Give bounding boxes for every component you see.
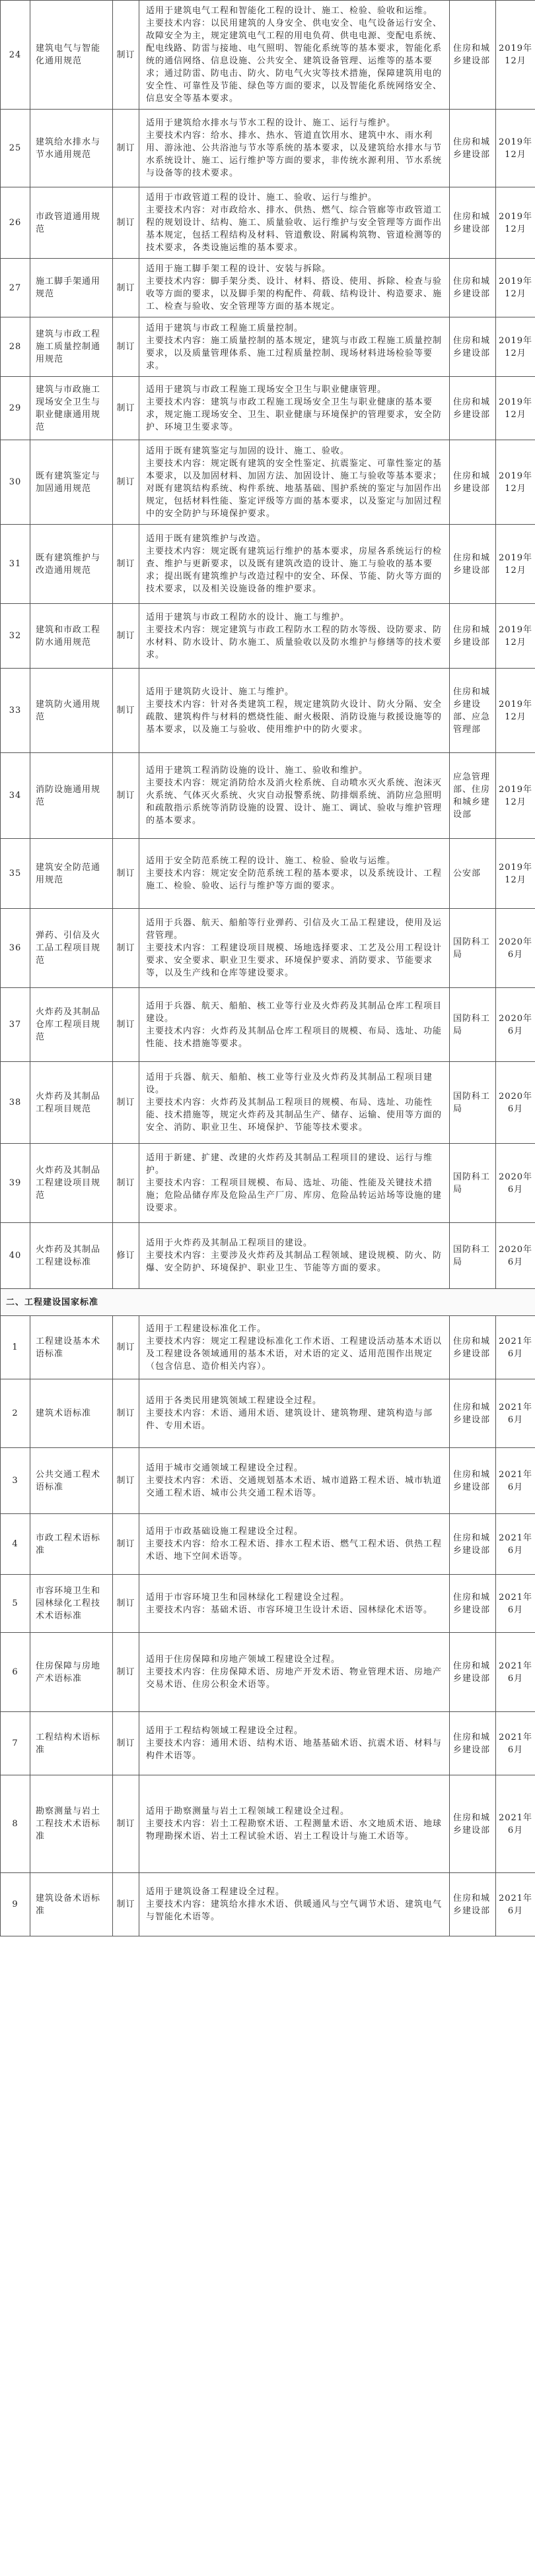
revision-type: 制订: [113, 1, 139, 110]
standard-content: 适用于建筑工程消防设施的设计、施工、验收和维护。 主要技术内容：规定消防给水及消火栓系统、自动喷水灭火系统、泡沫灭火系统、气体灭火系统、火灾自动报警系统、防排烟系统、消防应急照明和疏散指示系统等消防设施的设置、设计、施工、调试、验收与维护管理的基本要求。: [139, 753, 450, 839]
row-number: 25: [1, 110, 30, 187]
completion-date: 2019年12月: [496, 110, 535, 187]
lead-department: 国防科工局: [450, 988, 496, 1062]
revision-type: 制订: [113, 909, 139, 988]
row-number: 34: [1, 753, 30, 839]
row-number: 32: [1, 604, 30, 669]
row-number: 33: [1, 669, 30, 753]
table-row: [1, 1775, 535, 1873]
standard-content: 适用于既有建筑维护与改造。 主要技术内容：规定既有建筑运行维护的基本要求，房屋各系统运行的检查、维护与更新要求，以及既有建筑改造的设计、施工与验收的基本要求；提出既有建筑维护与改造过程中的安全、环保、节能、防火等方面的技术要求，以及相关设施设备的维护要求。: [139, 525, 450, 604]
table-row: [1, 669, 535, 753]
revision-type: 制订: [113, 259, 139, 317]
standard-name: 弹药、引信及火工品工程项目规范: [30, 909, 113, 988]
lead-department: 应急管理部、住房和城乡建设部: [450, 753, 496, 839]
lead-department: 住房和城乡建设部: [450, 187, 496, 259]
standard-name: 建筑安全防范通用规范: [30, 839, 113, 909]
completion-date: 2021年6月: [496, 1712, 535, 1775]
row-number: 2: [1, 1379, 30, 1448]
lead-department: 国防科工局: [450, 909, 496, 988]
standard-name: 既有建筑维护与改造通用规范: [30, 525, 113, 604]
lead-department: 住房和城乡建设部: [450, 1514, 496, 1575]
lead-department: 国防科工局: [450, 1144, 496, 1223]
row-number: 40: [1, 1223, 30, 1289]
completion-date: 2019年12月: [496, 604, 535, 669]
row-number: 5: [1, 1575, 30, 1633]
lead-department: 住房和城乡建设部: [450, 1, 496, 110]
revision-type: 制订: [113, 440, 139, 525]
revision-type: 制订: [113, 1379, 139, 1448]
lead-department: 住房和城乡建设部: [450, 525, 496, 604]
revision-type: 制订: [113, 1575, 139, 1633]
revision-type: 制订: [113, 839, 139, 909]
row-number: 29: [1, 377, 30, 440]
lead-department: 住房和城乡建设部: [450, 1712, 496, 1775]
lead-department: 住房和城乡建设部: [450, 604, 496, 669]
table-row: [1, 604, 535, 669]
completion-date: 2021年6月: [496, 1633, 535, 1712]
lead-department: 住房和城乡建设部: [450, 1873, 496, 1936]
revision-type: 制订: [113, 604, 139, 669]
table-row: [1, 259, 535, 317]
lead-department: 住房和城乡建设部: [450, 1633, 496, 1712]
completion-date: 2021年6月: [496, 1514, 535, 1575]
standard-content: 适用于各类民用建筑领域工程建设全过程。 主要技术内容：术语、通用术语、建筑设计、建筑物理、建筑构造与部件、专用术语。: [139, 1379, 450, 1448]
standard-name: 火炸药及其制品工程建设项目规范: [30, 1144, 113, 1223]
standard-content: 适用于建筑与市政工程防水的设计、施工与维护。 主要技术内容：规定建筑与市政工程防水工程的防水等级、设防要求、防水材料、防水设计、防水施工、质量验收以及防水维护与修缮等的技术要求。: [139, 604, 450, 669]
completion-date: 2019年12月: [496, 187, 535, 259]
standard-name: 建筑电气与智能化通用规范: [30, 1, 113, 110]
completion-date: 2021年6月: [496, 1379, 535, 1448]
row-number: 31: [1, 525, 30, 604]
standard-content: 适用于施工脚手架工程的设计、安装与拆除。 主要技术内容：脚手架分类、设计、材料、搭设、使用、拆除、检查与验收等方面的要求，以及脚手架的构配件、荷载、结构设计、构造要求、施工、检查与验收、安全管理等方面的基本规定。: [139, 259, 450, 317]
row-number: 30: [1, 440, 30, 525]
completion-date: 2021年6月: [496, 1316, 535, 1379]
completion-date: 2021年6月: [496, 1448, 535, 1514]
completion-date: 2020年6月: [496, 1223, 535, 1289]
table-row: [1, 1379, 535, 1448]
lead-department: 住房和城乡建设部: [450, 1575, 496, 1633]
completion-date: 2019年12月: [496, 317, 535, 377]
completion-date: 2020年6月: [496, 1144, 535, 1223]
revision-type: 制订: [113, 988, 139, 1062]
standard-content: 适用于建筑给水排水与节水工程的设计、施工、运行与维护。 主要技术内容：给水、排水、热水、管道直饮用水、建筑中水、雨水利用、游泳池、公共浴池与节水等系统的基本要求，以及建筑给水排水与节水系统设计、施工、运行维护等方面的要求，非传统水源利用、节水系统与设备等的技术要求。: [139, 110, 450, 187]
standard-name: 工程结构术语标准: [30, 1712, 113, 1775]
standard-content: 适用于兵器、航天、船舶等行业弹药、引信及火工品工程建设，使用及运营管理。 主要技术内容：工程建设项目规模、场地选择要求、工艺及公用工程设计要求、安全要求、职业卫生要求、环境保护要求、消防要求、节能要求等，以及生产线和仓库等建设要求。: [139, 909, 450, 988]
lead-department: 住房和城乡建设部: [450, 259, 496, 317]
revision-type: 制订: [113, 753, 139, 839]
standard-name: 火炸药及其制品工程项目规范: [30, 1062, 113, 1144]
lead-department: 住房和城乡建设部: [450, 1379, 496, 1448]
table-row: [1, 377, 535, 440]
table-row: [1, 525, 535, 604]
revision-type: 制订: [113, 1712, 139, 1775]
standard-name: 市政管道通用规范: [30, 187, 113, 259]
completion-date: 2019年12月: [496, 440, 535, 525]
revision-type: 制订: [113, 317, 139, 377]
table-row: [1, 1575, 535, 1633]
standard-content: 适用于住房保障和房地产领域工程建设全过程。 主要技术内容：住房保障术语、房地产开发术语、物业管理术语、房地产交易术语、住房公积金术语等。: [139, 1633, 450, 1712]
row-number: 38: [1, 1062, 30, 1144]
row-number: 26: [1, 187, 30, 259]
completion-date: 2019年12月: [496, 669, 535, 753]
lead-department: 住房和城乡建设部、应急管理部: [450, 669, 496, 753]
row-number: 27: [1, 259, 30, 317]
standard-content: 适用于建筑电气工程和智能化工程的设计、施工、检验、验收和运维。 主要技术内容：以民用建筑的人身安全、供电安全、电气设备运行安全、故障安全为主，规定建筑电气工程的用电负荷、供电电源、变配电系统、配电线路、防雷与接地、电气照明、智能化系统等的基本要求，智能化系统的通信网络、信息设施、公共安全、建筑设备管理、运维等的基本要求；通过防雷、防电击、防火、防电气火灾等技术措施，保障建筑用电的安全性、可靠性及节能、绿色等方面的要求，以及智能化系统网络安全、信息安全等基本要求。: [139, 1, 450, 110]
lead-department: 住房和城乡建设部: [450, 377, 496, 440]
completion-date: 2020年6月: [496, 988, 535, 1062]
table-row: [1, 1, 535, 110]
standard-name: 建筑防火通用规范: [30, 669, 113, 753]
row-number: 35: [1, 839, 30, 909]
completion-date: 2019年12月: [496, 259, 535, 317]
table-row: [1, 1514, 535, 1575]
revision-type: 制订: [113, 1062, 139, 1144]
table-row: [1, 1144, 535, 1223]
table-row: [1, 110, 535, 187]
section-header-row: [1, 1289, 535, 1316]
standard-name: 建筑术语标准: [30, 1379, 113, 1448]
completion-date: 2021年6月: [496, 1775, 535, 1873]
row-number: 9: [1, 1873, 30, 1936]
engineering-specs-rows: [1, 1, 535, 1289]
table-row: [1, 187, 535, 259]
table-row: [1, 1062, 535, 1144]
standard-name: 市容环境卫生和园林绿化工程技术术语标准: [30, 1575, 113, 1633]
standard-content: 适用于建筑与市政工程施工质量控制。 主要技术内容：施工质量控制的基本规定，建筑与市政工程施工质量控制要求，以及质量管理体系、施工过程质量控制、现场材料进场检验等要求。: [139, 317, 450, 377]
standard-name: 市政工程术语标准: [30, 1514, 113, 1575]
table-row: [1, 1712, 535, 1775]
row-number: 8: [1, 1775, 30, 1873]
section-title: 二、工程建设国家标准: [1, 1289, 535, 1316]
standard-content: 适用于市容环境卫生和园林绿化工程建设全过程。 主要技术内容：基础术语、市容环境卫生设计术语、园林绿化术语等。: [139, 1575, 450, 1633]
standard-name: 公共交通工程术语标准: [30, 1448, 113, 1514]
lead-department: 国防科工局: [450, 1223, 496, 1289]
revision-type: 制订: [113, 1633, 139, 1712]
lead-department: 住房和城乡建设部: [450, 440, 496, 525]
completion-date: 2019年12月: [496, 1, 535, 110]
table-row: [1, 1873, 535, 1936]
row-number: 39: [1, 1144, 30, 1223]
standard-name: 火炸药及其制品工程建设标准: [30, 1223, 113, 1289]
standard-content: 适用于市政管道工程的设计、施工、验收、运行与维护。 主要技术内容：对市政给水、排水、供热、燃气、综合管廊等市政管道工程的规划设计、结构、施工、质量验收、运行维护与安全管理等方面作出基本规定，包括工程结构及材料、管道敷设、附属构筑物、管道检测等的技术要求，各类设施运维的基本要求。: [139, 187, 450, 259]
row-number: 24: [1, 1, 30, 110]
revision-type: 制订: [113, 525, 139, 604]
standard-name: 建筑设备术语标准: [30, 1873, 113, 1936]
lead-department: 公安部: [450, 839, 496, 909]
lead-department: 住房和城乡建设部: [450, 1448, 496, 1514]
standard-name: 建筑与市政工程施工质量控制通用规范: [30, 317, 113, 377]
standard-name: 施工脚手架通用规范: [30, 259, 113, 317]
revision-type: 制订: [113, 1316, 139, 1379]
standard-content: 适用于工程结构领域工程建设全过程。 主要技术内容：通用术语、结构术语、地基基础术语、抗震术语、材料与构件术语等。: [139, 1712, 450, 1775]
lead-department: 国防科工局: [450, 1062, 496, 1144]
lead-department: 住房和城乡建设部: [450, 317, 496, 377]
revision-type: 制订: [113, 187, 139, 259]
row-number: 4: [1, 1514, 30, 1575]
standard-name: 消防设施通用规范: [30, 753, 113, 839]
row-number: 3: [1, 1448, 30, 1514]
standard-content: 适用于勘察测量与岩土工程领域工程建设全过程。 主要技术内容：岩土工程勘察术语、工程测量术语、水文地质术语、地球物理勘探术语、岩土工程试验术语、岩土工程设计与施工术语等。: [139, 1775, 450, 1873]
completion-date: 2019年12月: [496, 377, 535, 440]
revision-type: 制订: [113, 110, 139, 187]
row-number: 1: [1, 1316, 30, 1379]
completion-date: 2020年6月: [496, 909, 535, 988]
standard-content: 适用于安全防范系统工程的设计、施工、检验、验收与运维。 主要技术内容：规定安全防范系统工程的基本要求，以及系统设计、工程施工、检验、验收、运行与维护等方面的要求。: [139, 839, 450, 909]
table-row: [1, 839, 535, 909]
standard-name: 住房保障与房地产术语标准: [30, 1633, 113, 1712]
row-number: 36: [1, 909, 30, 988]
table-row: [1, 1633, 535, 1712]
completion-date: 2019年12月: [496, 753, 535, 839]
revision-type: 制订: [113, 1514, 139, 1575]
lead-department: 住房和城乡建设部: [450, 1316, 496, 1379]
completion-date: 2019年12月: [496, 839, 535, 909]
table-row: [1, 909, 535, 988]
standard-name: 勘察测量与岩土工程技术术语标准: [30, 1775, 113, 1873]
revision-type: 制订: [113, 1144, 139, 1223]
standard-name: 既有建筑鉴定与加固通用规范: [30, 440, 113, 525]
revision-type: 修订: [113, 1223, 139, 1289]
national-standards-rows: [1, 1316, 535, 1936]
completion-date: 2020年6月: [496, 1062, 535, 1144]
standard-name: 建筑给水排水与节水通用规范: [30, 110, 113, 187]
completion-date: 2021年6月: [496, 1575, 535, 1633]
table-row: [1, 440, 535, 525]
standard-content: 适用于新建、扩建、改建的火炸药及其制品工程项目的建设、运行与维护。 主要技术内容：工程项目规模、布局、选址、功能、性能及关键技术措施；危险品储存库及危险品生产厂房、库房、危险品转运站场等设施的建设要求。: [139, 1144, 450, 1223]
revision-type: 制订: [113, 377, 139, 440]
table-row: [1, 1223, 535, 1289]
standard-content: 适用于既有建筑鉴定与加固的设计、施工、验收。 主要技术内容：规定既有建筑的安全性鉴定、抗震鉴定、可靠性鉴定的基本要求，以及加固材料、加固方法、加固设计、施工与验收等基本要求；对既有建筑结构系统、构件系统、地基基础、围护系统的鉴定与加固作出规定，包括材料性能、鉴定评级等方面的基本要求，以及鉴定与加固过程中的安全防护与环境保护要求。: [139, 440, 450, 525]
completion-date: 2019年12月: [496, 525, 535, 604]
table-row: [1, 317, 535, 377]
revision-type: 制订: [113, 1775, 139, 1873]
row-number: 28: [1, 317, 30, 377]
revision-type: 制订: [113, 669, 139, 753]
standard-content: 适用于市政基础设施工程建设全过程。 主要技术内容：给水工程术语、排水工程术语、燃气工程术语、供热工程术语、地下空间术语等。: [139, 1514, 450, 1575]
table-row: [1, 988, 535, 1062]
standard-content: 适用于建筑防火设计、施工与维护。 主要技术内容：针对各类建筑工程，规定建筑防火设计、防火分隔、安全疏散、建筑构件与材料的燃烧性能、耐火极限、消防设施与救援设施等的基本要求，以及施工与验收、使用维护中的防火要求。: [139, 669, 450, 753]
completion-date: 2021年6月: [496, 1873, 535, 1936]
standard-content: 适用于火炸药及其制品工程项目的建设。 主要技术内容：主要涉及火炸药及其制品工程领域、建设规模、防火、防爆、安全防护、环境保护、职业卫生、节能等方面的要求。: [139, 1223, 450, 1289]
row-number: 7: [1, 1712, 30, 1775]
standard-content: 适用于城市交通领域工程建设全过程。 主要技术内容：术语、交通规划基本术语、城市道路工程术语、城市轨道交通工程术语、城市公共交通工程术语等。: [139, 1448, 450, 1514]
standard-content: 适用于建筑与市政工程施工现场安全卫生与职业健康管理。 主要技术内容：建筑与市政工程施工现场安全卫生与职业健康的基本要求，规定施工现场安全、卫生、职业健康与环境保护的管理要求，安全防护、环境卫生要求等。: [139, 377, 450, 440]
row-number: 6: [1, 1633, 30, 1712]
table-row: [1, 1316, 535, 1379]
revision-type: 制订: [113, 1448, 139, 1514]
standard-content: 适用于建筑设备工程建设全过程。 主要技术内容：建筑给水排水术语、供暖通风与空气调节术语、建筑电气与智能化术语等。: [139, 1873, 450, 1936]
standard-name: 火炸药及其制品仓库工程项目规范: [30, 988, 113, 1062]
standard-name: 建筑和市政工程防水通用规范: [30, 604, 113, 669]
table-row: [1, 1448, 535, 1514]
standard-content: 适用于兵器、航天、船舶、核工业等行业及火炸药及其制品仓库工程项目建设。 主要技术内容：火炸药及其制品仓库工程项目的规模、布局、选址、功能性能、技术措施等要求。: [139, 988, 450, 1062]
table-row: [1, 753, 535, 839]
lead-department: 住房和城乡建设部: [450, 110, 496, 187]
standard-content: 适用于兵器、航天、船舶、核工业等行业及火炸药及其制品工程项目建设。 主要技术内容：火炸药及其制品工程项目的规模、布局、选址、功能性能、技术措施等，规定火炸药及其制品生产、储存、运输、使用等方面的安全、消防、职业卫生、环境保护、节能等技术要求。: [139, 1062, 450, 1144]
standard-content: 适用于工程建设标准化工作。 主要技术内容：规定工程建设标准化工作术语、工程建设活动基本术语以及工程建设各领域通用的基本术语，对术语的定义、适用范围作出规定（包含信息、造价相关内容）。: [139, 1316, 450, 1379]
lead-department: 住房和城乡建设部: [450, 1775, 496, 1873]
standard-name: 工程建设基本术语标准: [30, 1316, 113, 1379]
row-number: 37: [1, 988, 30, 1062]
revision-type: 制订: [113, 1873, 139, 1936]
standard-name: 建筑与市政施工现场安全卫生与职业健康通用规范: [30, 377, 113, 440]
